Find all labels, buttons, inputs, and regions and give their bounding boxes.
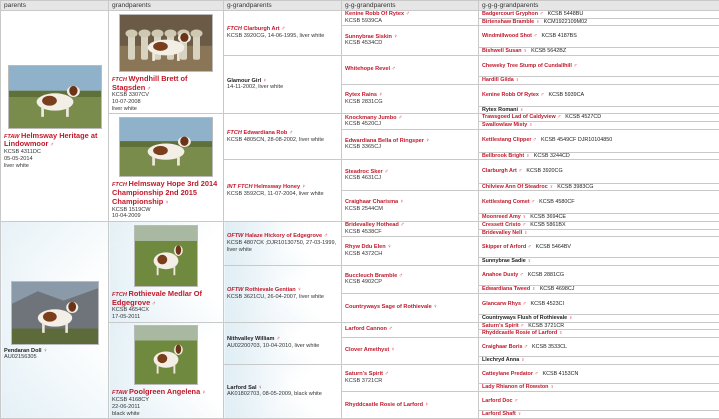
dog-name-link[interactable]: Countryways Sage of Rothievale	[345, 304, 432, 311]
sex-icon: ♂	[540, 92, 545, 99]
g-g-g-grandparent-cell	[479, 55, 719, 77]
sex-icon: ♂	[514, 397, 519, 404]
g-g-g-grandparent-cell	[479, 106, 719, 114]
dog-name-link[interactable]: Rhyw Ddu Elen	[345, 244, 386, 251]
dog-reg: KCSB 2544CM	[345, 206, 383, 212]
sex-icon: ♂	[49, 142, 55, 149]
sex-icon: ♀	[527, 258, 532, 265]
dog-name-link[interactable]: Larford Sal	[227, 384, 257, 391]
title-prefix: FTCH	[112, 76, 127, 83]
g-grandparent-cell	[224, 265, 342, 322]
dog-name-link[interactable]: Swallowlaw Misty	[482, 121, 528, 128]
dog-reg: KCSB 4311DC	[4, 149, 41, 156]
parent-photo[interactable]	[8, 65, 102, 129]
grandparent-cell	[109, 11, 224, 114]
dog-reg: KCSB 4527CD	[565, 114, 602, 121]
dog-name-link[interactable]: Buccleuch Bramble	[345, 272, 398, 279]
grandparent-photo[interactable]	[119, 117, 213, 177]
sex-icon: ♀	[393, 33, 398, 40]
dog-reg: KCSB 4168CY	[112, 397, 150, 404]
g-g-g-grandparent-cell	[479, 160, 719, 183]
g-g-g-grandparent-cell	[479, 330, 719, 338]
g-g-g-grandparent-cell	[479, 121, 719, 129]
dog-name-link[interactable]: Sunnybrae Siskin	[345, 33, 392, 40]
parent-photo[interactable]	[11, 281, 99, 345]
sex-icon: ♂	[398, 272, 403, 279]
parent-cell	[1, 221, 109, 418]
dog-reg: KCSB 5642BZ	[531, 48, 567, 55]
dog-reg: KCSB 4153CN	[542, 370, 579, 377]
title-prefix: INT FTCH	[227, 183, 253, 190]
dog-name-link[interactable]: Catteylane Predator	[482, 370, 533, 377]
sex-icon: ♀	[164, 199, 170, 206]
sex-icon: ♀	[549, 183, 554, 190]
dog-reg: KCSB 3365CJ	[345, 144, 382, 151]
g-grandparent-cell	[224, 55, 342, 114]
pedigree-row	[1, 11, 719, 19]
sex-icon: ♂	[522, 221, 527, 228]
dog-name-link[interactable]: Poolgreen Angelena	[129, 387, 201, 397]
g-grandparent-cell	[224, 221, 342, 265]
sex-icon: ♂	[557, 114, 562, 121]
dog-name-link[interactable]: Craighaar Charisma	[345, 199, 399, 206]
dog-name-link[interactable]: Craighaar Boris	[482, 343, 523, 350]
dog-name-link[interactable]: Rothievale Medlar Of Edgegrove	[112, 288, 202, 307]
dog-info: KCSB 3621CU, 26-04-2007, liver white	[227, 293, 325, 300]
g-g-g-grandparent-cell	[479, 77, 719, 85]
pedigree-row	[1, 114, 719, 122]
dog-name-link[interactable]: Helmsway Honey	[254, 183, 301, 190]
grandparent-photo[interactable]	[134, 225, 198, 287]
dog-name-link[interactable]: Llechryd Anna	[482, 357, 520, 364]
g-grandparent-cell	[224, 114, 342, 160]
sex-icon: ♂	[518, 168, 523, 175]
dog-name-link[interactable]: Badgercourt Gryphon	[482, 11, 539, 18]
dog-name-link[interactable]: Knockmany Jumbo	[345, 114, 397, 121]
dog-reg: KCSB 4520CJ	[345, 121, 382, 128]
g-grandparent-cell	[224, 322, 342, 364]
sex-icon: ♂	[288, 130, 294, 137]
dog-name-link[interactable]: Kettlestang Clipper	[482, 137, 532, 144]
dog-reg: KCSB 4902CP	[345, 279, 383, 286]
title-prefix: FTCH	[112, 291, 127, 298]
dog-reg: KCSB 3721CR	[345, 377, 383, 384]
g-g-grandparent-cell	[342, 84, 479, 113]
sex-icon: ♀	[387, 244, 392, 251]
sex-icon: ♀	[515, 77, 520, 84]
dog-info: KCSB 4807CK ;DJR10130750, 27-03-1999, liver white	[227, 239, 337, 253]
g-g-g-grandparent-cell	[479, 183, 719, 191]
dog-reg: KCSB 3983CG	[557, 183, 594, 190]
sex-icon: ♂	[323, 233, 328, 240]
g-g-g-grandparent-cell	[479, 237, 719, 258]
header-parents: parents	[1, 1, 109, 11]
dog-color: liver white	[4, 162, 29, 169]
sex-icon: ♂	[532, 137, 537, 144]
sex-icon: ♂	[522, 300, 527, 307]
dog-reg: KCSB 5464BV	[535, 243, 572, 250]
sex-icon: ♂	[384, 371, 389, 378]
sex-icon: ♀	[390, 347, 396, 354]
dog-reg: KCSB 2831CG	[345, 99, 383, 106]
dog-name-link[interactable]: Moonreed Amy	[482, 214, 521, 221]
dog-name-link[interactable]: Pendaran Doll	[4, 347, 42, 354]
sex-icon: ♂	[531, 198, 536, 205]
header-g-g-g-grandparents: g-g-g-grandparents	[479, 1, 719, 11]
dog-name-link[interactable]: Steadroc Sker	[345, 168, 383, 175]
dog-name-link[interactable]: Larford Shaft	[482, 411, 516, 418]
g-g-g-grandparent-cell	[479, 384, 719, 392]
dog-name-link[interactable]: Bellbrook Bright	[482, 152, 525, 159]
dog-name-link[interactable]: Larford Doc	[482, 397, 513, 404]
dog-name-link[interactable]: Countryways Flush of Rothievale	[482, 314, 568, 321]
header-row	[1, 1, 719, 11]
sex-icon: ♂	[533, 33, 538, 40]
g-g-g-grandparent-cell	[479, 411, 719, 419]
dog-name-link[interactable]: Helmsway Heritage at Lindowmoor	[4, 130, 98, 149]
dog-reg: KCSB 3694CE	[530, 214, 566, 221]
dog-reg: KCSB 4523CI	[530, 300, 565, 307]
sex-icon: ♂	[151, 300, 156, 307]
dog-color: black white	[112, 410, 140, 417]
header-g-grandparents: g-grandparents	[224, 1, 342, 11]
dog-reg: KCSB 3307CV	[112, 92, 150, 99]
sex-icon: ♀	[378, 92, 383, 99]
sex-icon: ♂	[400, 222, 405, 229]
g-grandparent-cell	[224, 364, 342, 418]
dog-name-link[interactable]: Hardill Gilda	[482, 77, 514, 84]
dog-name-link[interactable]: Edwardiana Bella of Ringsper	[345, 137, 424, 144]
dog-name-link[interactable]: Bridevalley Nell	[482, 229, 523, 236]
g-g-g-grandparent-cell	[479, 152, 719, 160]
g-g-g-grandparent-cell	[479, 364, 719, 383]
pedigree-row	[1, 322, 719, 330]
title-prefix: FTCH	[227, 26, 242, 33]
title-prefix: FTAW	[112, 390, 128, 397]
g-g-g-grandparent-cell	[479, 191, 719, 214]
dog-name-link[interactable]: Skipper of Arford	[482, 243, 527, 250]
g-g-g-grandparent-cell	[479, 11, 719, 19]
dog-reg: KCSB 4187BS	[541, 33, 577, 40]
dog-reg: KCSB 4549CF DJR10104850	[540, 137, 613, 144]
dog-dob: 10-07-2008	[112, 99, 141, 106]
dog-name-link[interactable]: Bishwell Susan	[482, 48, 522, 55]
dog-name-link[interactable]: Saturn's Spirit	[345, 371, 384, 378]
sex-icon: ♀	[568, 314, 573, 321]
sex-icon: ♀	[399, 199, 404, 206]
sex-icon: ♀	[531, 286, 536, 293]
sex-icon: ♀	[523, 229, 528, 236]
dog-dob: 05-05-2014	[4, 155, 33, 162]
sex-icon: ♀	[558, 330, 563, 337]
sex-icon: ♂	[146, 85, 152, 92]
dog-info: KCSB 3592CR, 11-07-2004, liver white	[227, 190, 324, 197]
dog-name-link[interactable]: Bridevalley Hothead	[345, 222, 399, 229]
dog-reg: KCSB 5939CA	[345, 18, 383, 25]
dog-name-link[interactable]: Rytex Rains	[345, 92, 378, 99]
grandparent-cell	[109, 322, 224, 419]
dog-name-link[interactable]: Larford Cannon	[345, 326, 387, 333]
dog-reg: KCSB 4654CX	[112, 307, 150, 314]
dog-name-link[interactable]: Nithvalley William	[227, 336, 275, 343]
dog-name-link[interactable]: Chilview Ann Of Steadroc	[482, 183, 548, 190]
sex-icon: ♀	[528, 121, 533, 128]
dog-reg: KCSB 4538CF	[345, 229, 382, 235]
g-g-g-grandparent-cell	[479, 221, 719, 229]
sex-icon: ♀	[425, 137, 430, 144]
g-g-grandparent-cell	[342, 337, 479, 364]
g-g-g-grandparent-cell	[479, 322, 719, 330]
dog-reg: KCM1922109M02	[543, 18, 588, 25]
dog-reg: KCSB 5861BX	[530, 221, 566, 228]
g-g-g-grandparent-cell	[479, 129, 719, 152]
sex-icon: ♀	[262, 77, 267, 84]
g-g-g-grandparent-cell	[479, 314, 719, 322]
sex-icon: ♂	[398, 114, 403, 121]
sex-icon: ♂	[391, 66, 396, 73]
header-g-g-grandparents: g-g-grandparents	[342, 1, 479, 11]
dog-name-link[interactable]: Anahoe Dusty	[482, 272, 519, 279]
dog-name-link[interactable]: Sunnybrae Sadie	[482, 258, 526, 265]
dog-reg: KCSB 5939CA	[548, 92, 585, 99]
dog-name-link[interactable]: Clarburgh Art	[243, 26, 280, 33]
g-g-grandparent-cell	[342, 26, 479, 55]
g-g-grandparent-cell	[342, 391, 479, 418]
grandparent-cell	[109, 221, 224, 322]
g-g-g-grandparent-cell	[479, 286, 719, 294]
dog-reg: KCSB 4698CJ	[539, 286, 575, 293]
dog-name-link[interactable]: Cressett Cristo	[482, 221, 521, 228]
g-g-grandparent-cell	[342, 55, 479, 84]
g-grandparent-cell	[224, 160, 342, 222]
parent-cell	[1, 11, 109, 222]
g-g-g-grandparent-cell	[479, 391, 719, 410]
dog-info: AU02200703, 10-04-2010, liver white	[227, 343, 320, 350]
g-grandparent-cell	[224, 11, 342, 56]
g-g-g-grandparent-cell	[479, 357, 719, 365]
grandparent-photo[interactable]	[134, 325, 198, 385]
dog-reg: KCSB 3721CR	[528, 322, 565, 329]
g-g-grandparent-cell	[342, 160, 479, 191]
dog-dob: 17-05-2011	[112, 314, 141, 321]
sex-icon: ♂	[539, 11, 544, 18]
dog-name-link[interactable]: Glancarw Rhys	[482, 300, 521, 307]
dog-reg: KCSB 4534CD	[345, 40, 383, 47]
dog-name-link[interactable]: Kettlestang Comet	[482, 198, 530, 205]
g-g-grandparent-cell	[342, 322, 479, 337]
dog-name-link[interactable]: Cheweky Tree Stump of Cundallhill	[482, 62, 572, 69]
sex-icon: ♂	[523, 343, 528, 350]
dog-name-link[interactable]: Edwardiana Tweed	[482, 286, 531, 293]
g-g-g-grandparent-cell	[479, 47, 719, 55]
dog-reg: KCSB 3533CL	[532, 343, 568, 350]
g-g-g-grandparent-cell	[479, 265, 719, 286]
header-grandparents: grandparents	[109, 1, 224, 11]
sex-icon: ♀	[517, 411, 522, 418]
sex-icon: ♀	[433, 304, 438, 311]
title-prefix: FTCH	[112, 182, 127, 189]
dog-reg: KCSB 1519CW	[112, 206, 151, 213]
grandparent-cell	[109, 114, 224, 222]
g-g-grandparent-cell	[342, 364, 479, 391]
dog-reg: KCSB 4372CH	[345, 250, 383, 257]
g-g-grandparent-cell	[342, 221, 479, 236]
g-g-grandparent-cell	[342, 11, 479, 26]
sex-icon: ♂	[388, 326, 393, 333]
g-g-grandparent-cell	[342, 265, 479, 293]
dog-name-link[interactable]: Trawsgoed Lad of Caldyview	[482, 114, 556, 121]
sex-icon: ♀	[523, 48, 528, 55]
sex-icon: ♀	[297, 286, 302, 293]
dog-name-link[interactable]: Kenine Robb Of Rytex	[482, 92, 539, 99]
g-g-grandparent-cell	[342, 294, 479, 322]
dog-name-link[interactable]: Halaze Hickory of Edgegrove	[245, 233, 323, 240]
dog-name-link[interactable]: Rhyddcastle Rosie of Larford	[345, 401, 424, 408]
dog-reg: KCSB 2881CG	[527, 272, 565, 279]
sex-icon: ♀	[522, 214, 527, 221]
sex-icon: ♀	[201, 390, 206, 397]
dog-dob: 22-06-2011	[112, 403, 141, 410]
dog-reg: KCSB 4580CF	[539, 198, 575, 205]
dog-name-link[interactable]: Birtenshaw Bramble	[482, 18, 535, 25]
sex-icon: ♀	[43, 347, 48, 354]
dog-reg: KCSB 5448BU	[547, 11, 584, 18]
dog-name-link[interactable]: Edwardiana Rob	[243, 130, 288, 137]
sex-icon: ♂	[519, 272, 524, 279]
dog-name-link[interactable]: Wyndhill Brett of Stagsden	[112, 73, 188, 92]
g-g-grandparent-cell	[342, 114, 479, 129]
sex-icon: ♀	[424, 401, 429, 408]
g-g-g-grandparent-cell	[479, 114, 719, 122]
dog-name-link[interactable]: Helmsway Hope 3rd 2014 Championship 2nd 2015 Championship	[112, 179, 218, 206]
dog-info: 14-11-2002, liver white	[227, 84, 284, 91]
dog-info: KCSB 4805CN, 28-08-2002, liver white	[227, 136, 325, 143]
sex-icon: ♀	[258, 384, 263, 391]
sex-icon: ♂	[520, 322, 525, 329]
g-g-grandparent-cell	[342, 237, 479, 265]
dog-reg: KCSB 3920CG	[526, 168, 563, 175]
grandparent-photo[interactable]	[119, 14, 213, 72]
g-g-g-grandparent-cell	[479, 337, 719, 356]
title-prefix: OFTW	[227, 233, 244, 240]
dog-name-link[interactable]: Lady Rhianon of Rowston	[482, 384, 549, 391]
title-prefix: FTAW	[4, 133, 20, 140]
sex-icon: ♀	[519, 106, 524, 113]
sex-icon: ♀	[525, 152, 530, 159]
sex-icon: ♀	[520, 357, 525, 364]
dog-name-link[interactable]: Whitehope Revel	[345, 66, 391, 73]
sex-icon: ♂	[573, 62, 578, 69]
dog-reg: KCSB 3244CD	[533, 152, 570, 159]
dog-name-link[interactable]: Rytex Romani	[482, 106, 518, 113]
g-g-grandparent-cell	[342, 191, 479, 222]
sex-icon: ♀	[549, 384, 555, 391]
dog-info: AK01802703, 08-05-2009, black white	[227, 391, 322, 398]
title-prefix: OFTW	[227, 286, 244, 293]
sex-icon: ♀	[301, 183, 306, 190]
dog-reg: KCSB 4631CJ	[345, 175, 382, 182]
pedigree-row	[1, 221, 719, 229]
dog-dob: 10-04-2009	[112, 213, 141, 220]
dog-name-link[interactable]: Glamour Girl	[227, 77, 262, 84]
title-prefix: FTCH	[227, 130, 242, 137]
dog-name-link[interactable]: Clover Amethyst	[345, 347, 390, 354]
g-g-g-grandparent-cell	[479, 257, 719, 265]
sex-icon: ♀	[535, 18, 540, 25]
g-g-g-grandparent-cell	[479, 18, 719, 26]
dog-info: KCSB 3920CG, 14-06-1995, liver white	[227, 32, 325, 39]
g-g-g-grandparent-cell	[479, 294, 719, 315]
g-g-g-grandparent-cell	[479, 26, 719, 48]
dog-name-link[interactable]: Windmillwood Shot	[482, 33, 532, 40]
dog-name-link[interactable]: Kenine Robb Of Rytex	[345, 11, 405, 18]
sex-icon: ♂	[276, 336, 281, 343]
sex-icon: ♂	[527, 243, 532, 250]
dog-name-link[interactable]: Saturn's Spirit	[482, 322, 519, 329]
g-g-g-grandparent-cell	[479, 229, 719, 237]
dog-name-link[interactable]: Rothievale Gentian	[245, 286, 296, 293]
g-g-grandparent-cell	[342, 129, 479, 160]
dog-name-link[interactable]: Rhyddcastle Rosie of Larford	[482, 330, 558, 337]
sex-icon: ♂	[534, 370, 539, 377]
dog-reg: AU02156305	[4, 354, 37, 361]
dog-color: liver white	[112, 105, 137, 112]
sex-icon: ♂	[405, 11, 410, 18]
sex-icon: ♂	[384, 168, 389, 175]
g-g-g-grandparent-cell	[479, 84, 719, 106]
g-g-g-grandparent-cell	[479, 214, 719, 222]
dog-name-link[interactable]: Clarburgh Art	[482, 168, 517, 175]
sex-icon: ♂	[281, 26, 286, 33]
